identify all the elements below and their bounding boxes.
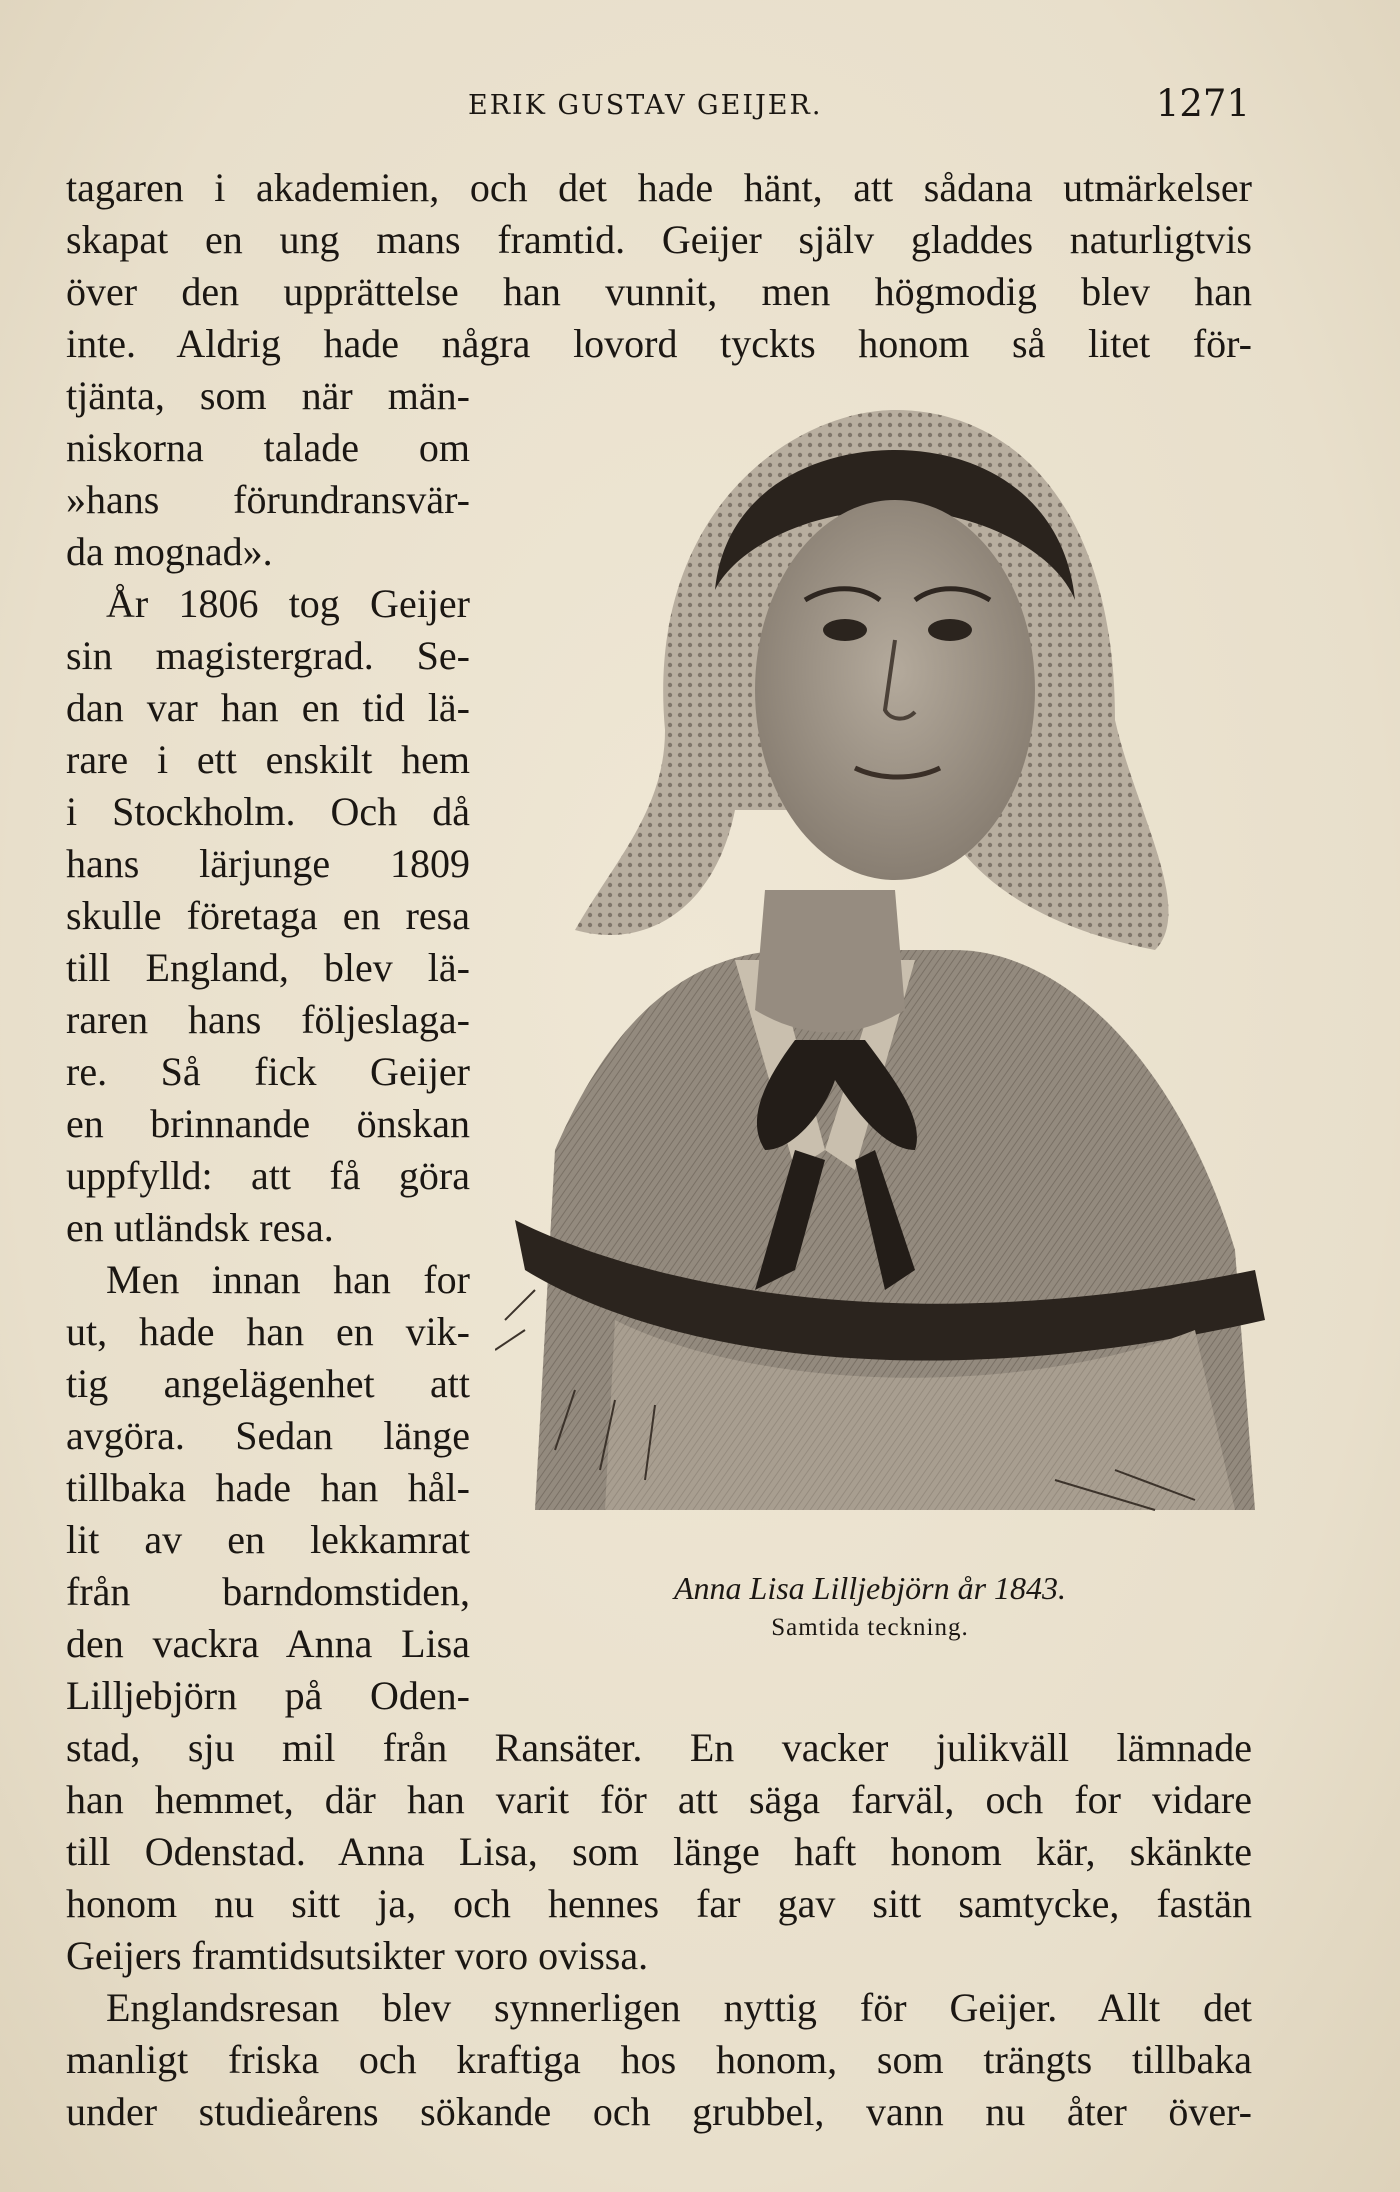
body-line: raren hans följeslaga- [66, 997, 470, 1042]
left-eye [823, 619, 867, 641]
body-line: stad, sju mil från Ransäter. En vacker julikväll lämnade [66, 1725, 1252, 1770]
running-head: ERIK GUSTAV GEIJER. [468, 90, 823, 121]
body-line: Geijers framtidsutsikter voro ovissa. [66, 1933, 649, 1978]
body-line: da mognad». [66, 529, 273, 574]
body-line: tagaren i akademien, och det hade hänt, att sådana utmärkelser [66, 165, 1252, 210]
body-line: avgöra. Sedan länge [66, 1413, 470, 1458]
body-line: dan var han en tid lä- [66, 685, 470, 730]
body-line: under studieårens sökande och grubbel, vann nu åter över- [66, 2089, 1252, 2134]
figure-caption-title: Anna Lisa Lilljebjörn år 1843. [673, 1570, 1067, 1606]
body-line: tjänta, som när män- [66, 373, 470, 418]
body-line: Lilljebjörn på Oden- [66, 1673, 470, 1718]
body-line: Englandsresan blev synnerligen nyttig för Geijer. Allt det [106, 1985, 1252, 2030]
page-number: 1271 [1155, 82, 1250, 125]
page-header [0, 82, 1400, 132]
body-line: den vackra Anna Lisa [66, 1621, 470, 1666]
body-line: i Stockholm. Och då [66, 789, 470, 834]
body-line: tig angelägenhet att [66, 1361, 470, 1406]
body-line: rare i ett enskilt hem [66, 737, 470, 782]
body-line: ut, hade han en vik- [66, 1309, 470, 1354]
body-line: tillbaka hade han hål- [66, 1465, 470, 1510]
body-line: till Odenstad. Anna Lisa, som länge haft honom kär, skänkte [66, 1829, 1252, 1874]
body-line: uppfylld: att få göra [66, 1153, 470, 1198]
body-line: manligt friska och kraftiga hos honom, som trängts tillbaka [66, 2037, 1252, 2082]
body-line: till England, blev lä- [66, 945, 470, 990]
body-line: inte. Aldrig hade några lovord tyckts honom så litet för- [66, 321, 1252, 366]
body-line: en brinnande önskan [66, 1101, 470, 1146]
body-line: hans lärjunge 1809 [66, 841, 470, 886]
body-line: över den upprättelse han vunnit, men högmodig blev han [66, 269, 1252, 314]
right-eye [928, 619, 972, 641]
body-line: niskorna talade om [66, 425, 470, 470]
body-line: Men innan han for [106, 1257, 470, 1302]
body-line: sin magistergrad. Se- [66, 633, 470, 678]
body-line: re. Så fick Geijer [66, 1049, 470, 1094]
body-line: skapat en ung mans framtid. Geijer själv gladdes naturligtvis [66, 217, 1252, 262]
body-line: en utländsk resa. [66, 1205, 334, 1250]
figure-caption-subtitle: Samtida teckning. [771, 1614, 969, 1641]
body-line: honom nu sitt ja, och hennes far gav sitt samtycke, fastän [66, 1881, 1252, 1926]
body-line: »hans förundransvär- [66, 477, 470, 522]
neck-shape [755, 890, 905, 1033]
face-shape [755, 500, 1035, 880]
body-line: han hemmet, där han varit för att säga farväl, och for vidare [66, 1777, 1252, 1822]
body-line: År 1806 tog Geijer [106, 581, 470, 626]
body-line: skulle företaga en resa [66, 893, 470, 938]
body-line: från barndomstiden, [66, 1569, 470, 1614]
body-line: lit av en lekkamrat [66, 1517, 470, 1562]
portrait-illustration [495, 390, 1275, 1550]
